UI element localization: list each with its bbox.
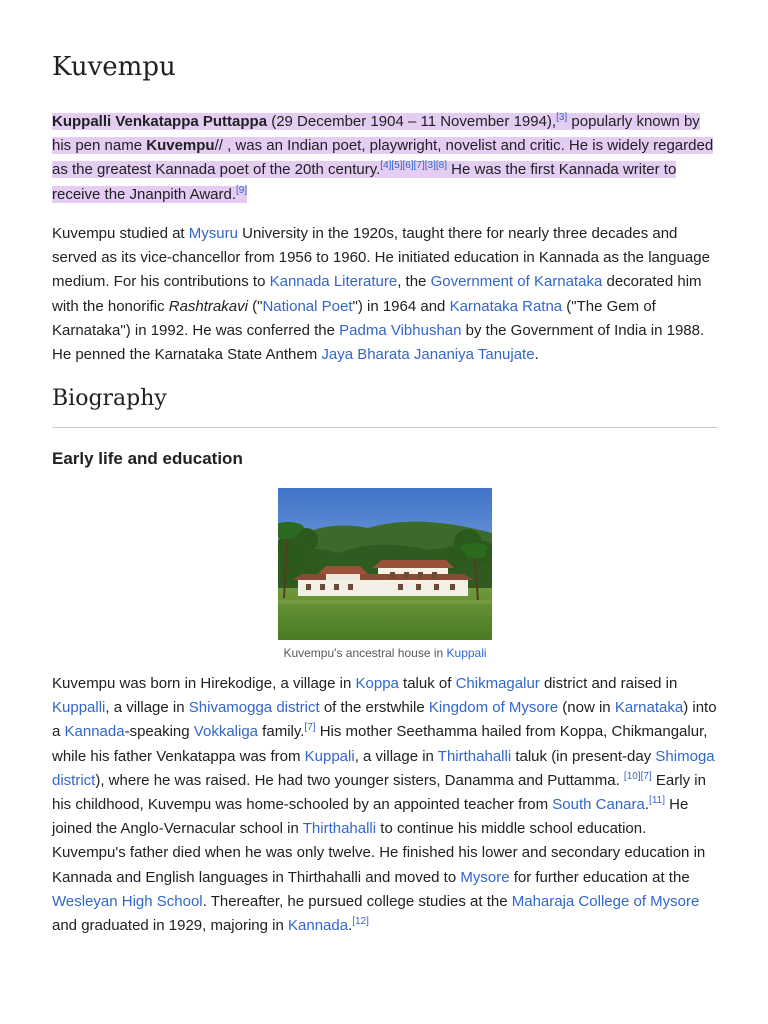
section-heading-biography: Biography [52,386,167,411]
text-run: Early in his childhood, Kuvempu was home-schooled by an appointed teacher from [52,771,706,814]
caption-text: Kuvempu's ancestral house in [283,646,447,660]
link-koppa[interactable]: Koppa [355,675,399,692]
figure-caption [248,646,522,660]
link-shivamogga-district[interactable]: Shivamogga district [188,699,320,717]
link-kingdom-of-mysore[interactable]: Kingdom of Mysore [428,699,559,717]
subsection-heading-early-life: Early life and education [52,449,243,468]
rashtrakavi-term: Rashtrakavi [168,297,248,315]
text-run: , the [397,273,431,291]
link-shimoga-district[interactable]: Shimoga district [52,747,715,789]
caption-link-kuppali[interactable]: Kuppali [446,646,487,660]
lead-paragraph [52,110,718,207]
text-run: by the Government of India in 1988. He penned the Karnataka State Anthem [52,321,705,364]
link-thirthahalli-2[interactable]: Thirthahalli [302,820,377,838]
figure-ancestral-house [278,488,492,660]
link-thirthahalli[interactable]: Thirthahalli [437,747,512,765]
link-maharaja-college[interactable]: Maharaja College of Mysore [511,892,700,910]
ref-link[interactable]: [9] [236,184,248,196]
text-run: . Thereafter, he pursued college studies at the [202,892,512,910]
text-run: ) into a [52,699,717,741]
ref-link[interactable]: [12] [352,916,369,928]
text-run: (29 December 1904 – 11 November 1994), [267,113,557,130]
text-run: and graduated in 1929, majoring in [52,917,289,935]
link-karnataka[interactable]: Karnataka [614,699,684,717]
link-government-of-karnataka[interactable]: Government of Karnataka [430,273,603,291]
link-south-canara[interactable]: South Canara [552,796,645,814]
text-run: -speaking [124,723,194,741]
text-run: ("The Gem of Karnataka") in 1992. He was conferred the [52,297,656,339]
text-run: to continue his middle school education. Kuvempu's father died when he was only twelve. He finished his lower and secondary education in Kannada and English languages in Thirthahalli and moved to [52,820,706,886]
ref-link[interactable]: [10][7] [623,770,652,782]
text-run: His mother Seethamma hailed from Koppa, Chikmangalur, while his father Venkatappa was from [52,723,708,765]
pen-name: Kuvempu [146,137,215,155]
page-title: Kuvempu [52,52,176,82]
section-divider [52,427,718,428]
link-kuppalli[interactable]: Kuppalli [52,699,106,717]
ref-link[interactable]: [7] [304,722,316,734]
text-run: decorated him with the honorific [52,273,702,315]
house-photo[interactable] [278,488,492,640]
ref-link[interactable]: [3] [556,112,568,123]
link-chikmagalur[interactable]: Chikmagalur [455,675,540,692]
text-run: taluk of [398,675,456,692]
text-run: . [534,346,539,364]
text-run: popularly known by his pen name [52,113,700,155]
link-vokkaliga[interactable]: Vokkaliga [193,723,259,741]
text-run: . [348,917,353,935]
link-kannada-2[interactable]: Kannada [288,917,349,935]
text-run: of the erstwhile [319,699,429,717]
link-wesleyan-high-school[interactable]: Wesleyan High School [52,892,203,910]
text-run: . [644,796,650,814]
link-national-poet[interactable]: National Poet [262,297,353,315]
text-run: for further education at the [509,868,690,886]
ref-link[interactable]: [4][5][6][7][3][8] [380,160,448,172]
intro-paragraph [52,222,718,367]
link-kannada[interactable]: Kannada [64,723,125,741]
link-padma-vibhushan[interactable]: Padma Vibhushan [339,321,462,339]
link-mysuru[interactable]: Mysuru [188,225,238,242]
text-run: (now in [558,699,615,717]
text-run: family. [258,723,305,741]
link-kannada-literature[interactable]: Kannada Literature [269,273,398,291]
text-run: (" [247,297,263,315]
text-run: Kuvempu studied at [52,225,189,242]
early-life-paragraph [52,672,718,938]
text-run: ), where he was raised. He had two younger sisters, Danamma and Puttamma. [95,771,624,789]
text-run: , a village in [105,699,189,717]
link-mysore[interactable]: Mysore [460,868,510,886]
text-run: , a village in [354,747,438,765]
text-run: University in the 1920s, taught there for nearly three decades and served as its vice-chancellor from 1956 to 1960. He initiated education in Kannada as the language medium. For his contributions to [52,225,710,291]
link-state-anthem[interactable]: Jaya Bharata Jananiya Tanujate [321,346,535,364]
text-run: He was the first Kannada writer to receive the Jnanpith Award. [52,161,677,203]
ref-link[interactable]: [11] [649,795,665,807]
full-name: Kuppalli Venkatappa Puttappa [52,113,268,130]
link-karnataka-ratna[interactable]: Karnataka Ratna [449,297,563,315]
text-run: ") in 1964 and [352,297,450,315]
text-run: taluk (in present-day [511,747,656,765]
text-run: Kuvempu was born in Hirekodige, a village in [52,675,356,692]
text-run: // , was an Indian poet, playwright, novelist and critic. He is widely regarded as the greatest Kannada poet of the 20th century. [52,137,714,179]
highlighted-selection [52,113,713,203]
text-run: district and raised in [539,675,678,692]
text-run: He joined the Anglo-Vernacular school in [52,796,689,838]
link-kuppali[interactable]: Kuppali [304,747,355,765]
